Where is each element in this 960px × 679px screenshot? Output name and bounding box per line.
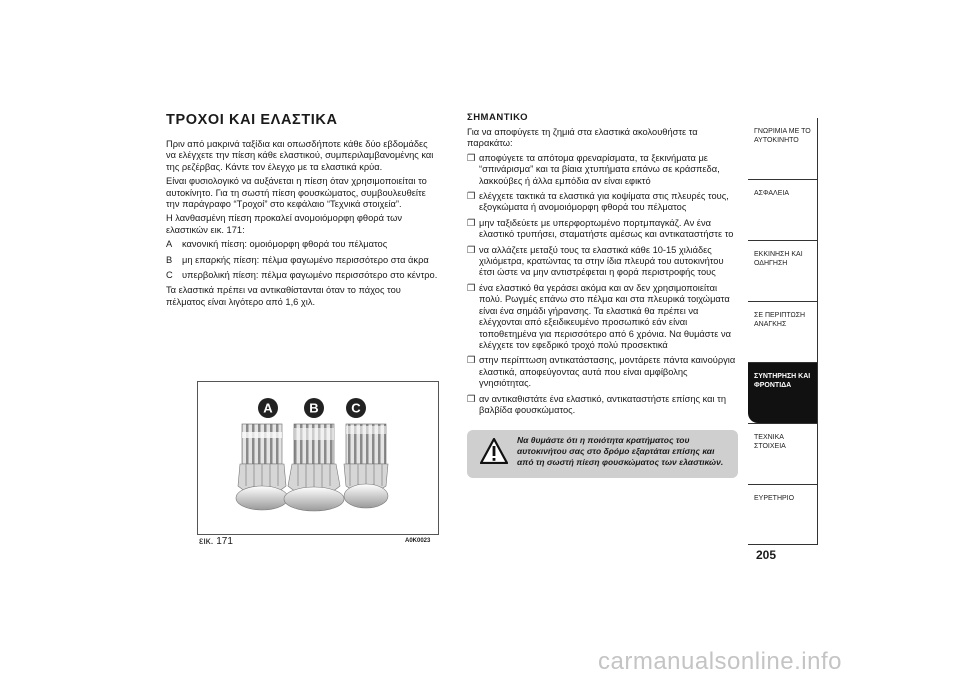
checkbox-bullet-icon: ❒ bbox=[467, 393, 476, 404]
bullet-text: στην περίπτωση αντικατάστασης, μοντάρετε πάντα καινούργια ελαστικά, αποφεύγοντας αυτά που είναι αμφίβολης γνησιότητας. bbox=[479, 355, 736, 389]
tab-technical-data[interactable]: ΤΕΧΝΙΚΑ ΣΤΟΙΧΕΙΑ bbox=[748, 423, 818, 484]
important-title: ΣΗΜΑΝΤΙΚΟ bbox=[467, 112, 528, 123]
bullet-text: αν αντικαθιστάτε ένα ελαστικό, αντικαταστήστε επίσης και τη βαλβίδα φουσκώματος. bbox=[479, 393, 726, 415]
list-key: C bbox=[166, 270, 173, 281]
paragraph-1: Πριν από μακρινά ταξίδια και οπωσδήποτε κάθε δύο εβδομάδες να ελέγχετε την πίεση κάθε ελαστικού, συμπεριλαμβανομένης και της ρεζέρβας. Κάντε τον έλεγχο με τα ελαστικά κρύα. bbox=[166, 139, 434, 172]
paragraph-3: Η λανθασμένη πίεση προκαλεί ανομοιόμορφη φθορά των ελαστικών εικ. 171: bbox=[166, 213, 402, 235]
tab-safety[interactable]: ΑΣΦΑΛΕΙΑ bbox=[748, 179, 818, 240]
figure-code: A0K0023 bbox=[405, 538, 431, 544]
tire-b bbox=[284, 424, 344, 511]
bullet-item bbox=[467, 191, 739, 214]
bullet-item bbox=[467, 218, 739, 241]
label-c: C bbox=[351, 400, 361, 416]
tire-c bbox=[344, 424, 388, 508]
list-text: κανονική πίεση: ομοιόμορφη φθορά του πέλματος bbox=[182, 239, 388, 250]
bullet-text: αποφύγετε τα απότομα φρεναρίσματα, τα ξεκινήματα με “σπινάρισμα” και τα βίαια χτυπήματα επάνω σε κράσπεδα, λακκούβες ή άλλα εμπόδια αν είναι εφικτό bbox=[479, 152, 720, 186]
list-item-c bbox=[166, 270, 438, 281]
checkbox-bullet-icon: ❒ bbox=[467, 217, 476, 228]
watermark: carmanualsonline.info bbox=[598, 648, 842, 675]
list-key: A bbox=[166, 239, 173, 250]
important-intro: Για να αποφύγετε τη ζημιά στα ελαστικά ακολουθήστε τα παρακάτω: bbox=[467, 127, 698, 149]
right-column bbox=[467, 112, 739, 420]
tire-wear-figure bbox=[197, 381, 439, 535]
list-text: υπερβολική πίεση: πέλμα φαγωμένο περισσότερο στο κέντρο. bbox=[182, 270, 438, 281]
tab-getting-to-know[interactable]: ΓΝΩΡΙΜΙΑ ΜΕ ΤΟ ΑΥΤΟΚΙΝΗΤΟ bbox=[748, 118, 818, 179]
chapter-tabs bbox=[748, 118, 818, 545]
bullet-text: μην ταξιδεύετε με υπερφορτωμένο πορτμπαγκάζ. Αν ένα ελαστικό τρυπήσει, σταματήστε αμέσως και αντικαταστήστε το bbox=[479, 217, 734, 240]
tab-starting-driving[interactable]: ΕΚΚΙΝΗΣΗ ΚΑΙ ΟΔΗΓΗΣΗ bbox=[748, 240, 818, 301]
label-a: A bbox=[263, 400, 273, 416]
figure-caption: εικ. 171 bbox=[199, 536, 233, 547]
bullet-text: ένα ελαστικό θα γεράσει ακόμα και αν δεν χρησιμοποιείται πολύ. Ρωγμές επάνω στο πέλμα και στα πλευρικά τοιχώματα είναι ένα σημάδι γήρανσης. Τα ελαστικά θα πρέπει να ελέγχονται από εξειδικευμένο προσωπικό εάν είναι τοποθετημένα για περισσότερο από 6 χρόνια. Να θυμάστε να ελέγχετε τον εφεδρικό τροχό πολύ προσεκτικά bbox=[479, 282, 731, 350]
warning-triangle-icon bbox=[480, 438, 508, 464]
checkbox-bullet-icon: ❒ bbox=[467, 152, 476, 163]
bullet-item bbox=[467, 283, 739, 351]
label-b-badge bbox=[304, 398, 324, 418]
page-number: 205 bbox=[756, 548, 777, 562]
section-title: ΤΡΟΧΟΙ ΚΑΙ ΕΛΑΣΤΙΚΑ bbox=[166, 112, 338, 128]
tab-maintenance[interactable]: ΣΥΝΤΗΡΗΣΗ ΚΑΙ ΦΡΟΝΤΙΔΑ bbox=[748, 362, 818, 423]
checkbox-bullet-icon: ❒ bbox=[467, 244, 476, 255]
checkbox-bullet-icon: ❒ bbox=[467, 282, 476, 293]
label-a-badge bbox=[258, 398, 278, 418]
list-item-b bbox=[166, 255, 438, 266]
tab-index[interactable]: ΕΥΡΕΤΗΡΙΟ bbox=[748, 484, 818, 545]
paragraph-2: Είναι φυσιολογικό να αυξάνεται η πίεση όταν χρησιμοποιείται το αυτοκίνητο. Για τη σωστή πίεση φουσκώματος, συμβουλευθείτε την παράγραφο “Τροχοί” στο κεφάλαιο “Τεχνικά στοιχεία”. bbox=[166, 176, 427, 210]
bullet-item bbox=[467, 394, 739, 417]
label-c-badge bbox=[346, 398, 366, 418]
warning-text: Να θυμάστε ότι η ποιότητα κρατήματος του αυτοκινήτου σας στο δρόμο εξαρτάται επίσης και από τη σωστή πίεση φουσκώματος των ελαστικών. bbox=[517, 435, 724, 467]
bullet-item bbox=[467, 245, 739, 279]
list-text: μη επαρκής πίεση: πέλμα φαγωμένο περισσότερο στα άκρα bbox=[182, 254, 429, 265]
left-column bbox=[166, 112, 438, 311]
tire-wear-illustration bbox=[198, 382, 438, 534]
tire-a bbox=[236, 424, 288, 510]
checkbox-bullet-icon: ❒ bbox=[467, 355, 476, 366]
list-key: B bbox=[166, 254, 173, 265]
warning-box bbox=[467, 430, 738, 478]
bullet-item bbox=[467, 355, 739, 389]
bullet-item bbox=[467, 153, 739, 187]
bullet-text: να αλλάζετε μεταξύ τους τα ελαστικά κάθε 10-15 χιλιάδες χιλιόμετρα, κρατώντας τα στην ίδια πλευρά του αυτοκινήτου έτσι ώστε να μην αντιστρέφεται η φορά περιστροφής τους bbox=[479, 244, 724, 278]
tab-emergency[interactable]: ΣΕ ΠΕΡΙΠΤΩΣΗ ΑΝΑΓΚΗΣ bbox=[748, 301, 818, 362]
bullet-text: ελέγχετε τακτικά τα ελαστικά για κοψίματα στις πλευρές τους, εξογκώματα ή ανομοιόμορφη φθορά του πέλματος bbox=[479, 191, 729, 213]
label-b: B bbox=[309, 400, 319, 416]
closing-paragraph: Τα ελαστικά πρέπει να αντικαθίστανται όταν το πάχος του πέλματος είναι λιγότερο από 1,6 χιλ. bbox=[166, 285, 401, 307]
list-item-a bbox=[166, 239, 438, 250]
checkbox-bullet-icon: ❒ bbox=[467, 191, 476, 202]
